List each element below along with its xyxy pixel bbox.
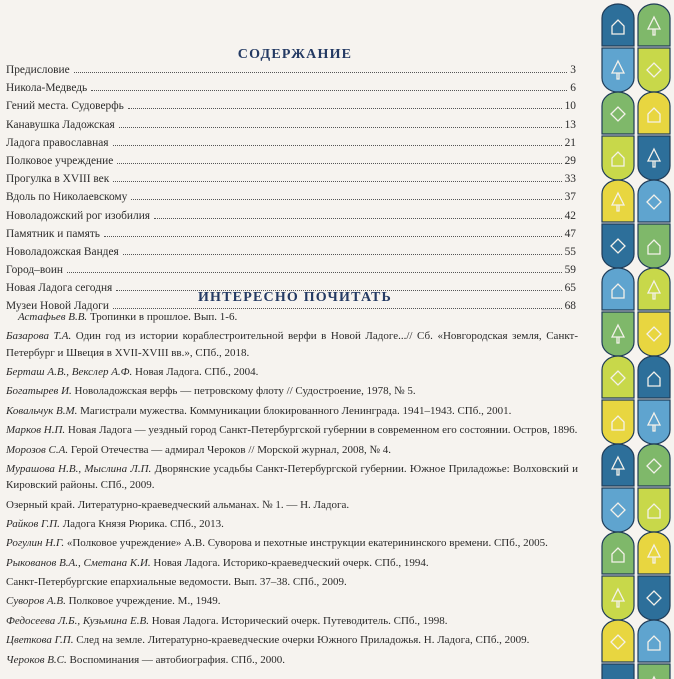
toc-entry-page: 42 <box>564 209 576 222</box>
toc-entry-title: Предисловие <box>6 64 70 76</box>
reference-entry <box>6 328 578 360</box>
reference-entry <box>6 632 578 648</box>
ornament-lobe <box>602 4 634 46</box>
reference-author: Мурашова Н.В., Мыслина Л.П. <box>6 462 152 475</box>
ornament-lobe <box>638 180 670 222</box>
reference-entry <box>6 383 578 399</box>
reference-text: След на земле. Литературно-краеведческие очерки Южного Приладожья. Н. Ладога, СПб., 2009. <box>73 634 530 647</box>
ornament-lobe <box>602 224 634 268</box>
ornament-lobe <box>638 48 670 92</box>
reference-author: Цветкова Г.П. <box>6 634 74 647</box>
ornament-lobe <box>602 664 634 679</box>
toc-entry-page: 21 <box>564 136 576 149</box>
toc-entry <box>6 82 576 100</box>
toc-entry <box>6 246 576 264</box>
dot-leader <box>123 254 562 255</box>
ornament-lobe <box>638 4 670 46</box>
reference-author: Марков Н.П. <box>6 424 66 437</box>
reference-text: Озерный край. Литературно-краеведческий альманах. № 1. — Н. Ладога. <box>6 498 350 511</box>
ornament-lobe <box>638 444 670 486</box>
ornament-lobe <box>638 488 670 532</box>
reference-text: Тропинки в прошлое. Вып. 1-6. <box>87 311 238 323</box>
reference-entry <box>6 422 578 438</box>
toc-entry <box>6 64 576 82</box>
toc-entry-page: 47 <box>564 227 576 240</box>
dot-leader <box>131 199 561 200</box>
ornament-lobe <box>602 444 634 486</box>
ornament-lobe <box>638 620 670 662</box>
dot-leader <box>128 108 562 109</box>
toc-entry-title: Музеи Новой Ладоги <box>6 300 109 313</box>
reference-entry <box>6 309 578 325</box>
table-of-contents <box>6 64 576 319</box>
contents-heading: СОДЕРЖАНИЕ <box>237 47 353 62</box>
reference-author: Базарова Т.А. <box>6 330 72 343</box>
dot-leader <box>154 218 562 219</box>
reference-text: Новоладожская верфь — петровскому флоту // Судостроение, 1978, № 5. <box>71 385 416 398</box>
reference-author: Астафьев В.В. <box>18 311 88 323</box>
reference-entry <box>6 574 578 590</box>
reference-author: Ковальчук В.М. <box>6 404 78 417</box>
reading-heading: ИНТЕРЕСНО ПОЧИТАТЬ <box>197 290 393 305</box>
reference-author: Рогулин Н.Г. <box>6 537 65 550</box>
toc-entry <box>6 137 576 155</box>
reference-entry <box>6 535 578 551</box>
toc-entry <box>6 119 576 137</box>
ornament-lobe <box>602 532 634 574</box>
reference-entry <box>6 442 578 458</box>
toc-entry <box>6 264 576 282</box>
toc-entry-page: 3 <box>570 64 576 76</box>
toc-entry-title: Канавушка Ладожская <box>6 118 115 131</box>
reference-author: Райков Г.П. <box>6 517 60 530</box>
dot-leader <box>104 236 562 237</box>
toc-entry <box>6 191 576 209</box>
ornament-lobe <box>602 400 634 444</box>
toc-entry <box>6 155 576 173</box>
toc-entry-title: Город–воин <box>6 264 64 277</box>
ornament-lobe <box>638 576 670 620</box>
reference-author: Чероков В.С. <box>6 653 67 666</box>
ornament-lobe <box>602 488 634 532</box>
toc-entry-title: Новоладожский рог изобилия <box>6 209 151 222</box>
toc-entry-page: 68 <box>564 300 576 313</box>
ornament-lobe <box>602 92 634 134</box>
reference-text: Магистрали мужества. Коммуникации блокированного Ленинграда. 1941–1943. СПб., 2001. <box>77 404 512 417</box>
toc-entry-title: Ладога православная <box>6 136 109 149</box>
reference-text: Новая Ладога. Исторический очерк. Путеводитель. СПб., 1998. <box>148 614 448 627</box>
toc-entry-title: Прогулка в XVIII век <box>6 173 110 186</box>
ornament-lobe <box>638 268 670 310</box>
reference-author: Суворов А.В. <box>6 595 66 608</box>
ornament-lobe <box>638 400 670 444</box>
toc-entry-page: 65 <box>564 282 576 295</box>
ornament-lobe <box>602 620 634 662</box>
reference-text: Полковое учреждение. М., 1949. <box>65 595 221 608</box>
toc-entry <box>6 210 576 228</box>
toc-entry <box>6 100 576 118</box>
ornament-lobe <box>638 224 670 268</box>
toc-entry <box>6 228 576 246</box>
ornament-lobe <box>602 48 634 92</box>
ornament-lobe <box>602 576 634 620</box>
reference-entry <box>6 613 578 629</box>
reference-text: Один год из истории кораблестроительной верфи в Новой Ладоге...// Сб. «Новгородская земля, Санкт-Петербург и Швеция в XVII-XVIII вв.», СПб., 2018. <box>6 330 578 359</box>
reference-entry <box>6 593 578 609</box>
toc-entry-page: 6 <box>570 82 576 95</box>
bibliography-list <box>6 309 578 671</box>
toc-entry-title: Гений места. Судоверфь <box>6 100 124 113</box>
dot-leader <box>119 127 562 128</box>
reference-entry <box>6 364 578 380</box>
dot-leader <box>74 72 568 73</box>
reference-text: Ладога Князя Рюрика. СПб., 2013. <box>59 517 224 530</box>
dot-leader <box>117 163 561 164</box>
ornament-lobe <box>602 268 634 310</box>
reference-entry <box>6 516 578 532</box>
toc-entry <box>6 173 576 191</box>
reference-author: Берташ А.В., Векслер А.Ф. <box>6 365 133 378</box>
ornament-lobe <box>602 136 634 180</box>
reference-author: Федосеева Л.Б., Кузьмина Е.В. <box>6 614 149 627</box>
reference-author: Рыкованов В.А., Сметана К.И. <box>6 556 151 569</box>
dot-leader <box>67 272 562 273</box>
reference-entry <box>6 461 578 493</box>
ornament-lobe <box>602 312 634 356</box>
reference-text: Новая Ладога. Историко-краеведческий очерк. СПб., 1994. <box>150 556 429 569</box>
reference-text: Дворянские усадьбы Санкт-Петербургской губернии. Южное Приладожье: Волховский и Кировский районы. СПб., 2009. <box>6 462 579 492</box>
ornament-lobe <box>638 532 670 574</box>
toc-entry-title: Памятник и память <box>6 227 100 240</box>
toc-entry-title: Новоладожская Вандея <box>6 245 119 258</box>
toc-entry-page: 33 <box>564 173 576 186</box>
ornament-lobe <box>638 356 670 398</box>
reference-text: Герой Отечества — адмирал Чероков // Морской журнал, 2008, № 4. <box>68 443 391 456</box>
toc-entry-page: 55 <box>564 245 576 258</box>
reference-text: Новая Ладога — уездный город Санкт-Петербургской губернии в современном его состоянии. Остров, 1896. <box>65 424 578 437</box>
reference-text: Новая Ладога. СПб., 2004. <box>132 365 259 378</box>
toc-entry-page: 29 <box>564 154 576 167</box>
ornament-lobe <box>638 136 670 180</box>
toc-entry-page: 10 <box>564 100 576 113</box>
toc-entry-page: 59 <box>564 264 576 277</box>
toc-entry-page: 37 <box>564 191 576 204</box>
reference-entry <box>6 497 578 513</box>
reference-text: «Полковое учреждение» А.В. Суворова и пехотные инструкции екатерининского времени. СПб., 2005. <box>64 537 548 550</box>
reference-entry <box>6 555 578 571</box>
toc-entry-title: Новая Ладога сегодня <box>6 282 113 295</box>
reference-text: Воспоминания — автобиография. СПб., 2000. <box>66 653 285 666</box>
dot-leader <box>91 90 567 91</box>
ornament-lobe <box>602 180 634 222</box>
ornament-lobe <box>638 312 670 356</box>
dot-leader <box>113 145 562 146</box>
folk-border-ornament <box>598 0 674 679</box>
ornament-lobe <box>638 92 670 134</box>
reference-author: Морозов С.А. <box>6 443 69 456</box>
dot-leader <box>113 181 561 182</box>
toc-entry-page: 13 <box>564 118 576 131</box>
toc-entry-title: Никола-Медведь <box>6 82 88 95</box>
reference-entry <box>6 652 578 668</box>
reference-author: Богатырев И. <box>6 385 72 398</box>
ornament-lobe <box>602 356 634 398</box>
toc-entry-title: Полковое учреждение <box>6 154 114 167</box>
reference-entry <box>6 403 578 419</box>
reference-text: Санкт-Петербургские епархиальные ведомости. Вып. 37–38. СПб., 2009. <box>6 576 347 589</box>
toc-entry-title: Вдоль по Николаевскому <box>6 191 128 204</box>
